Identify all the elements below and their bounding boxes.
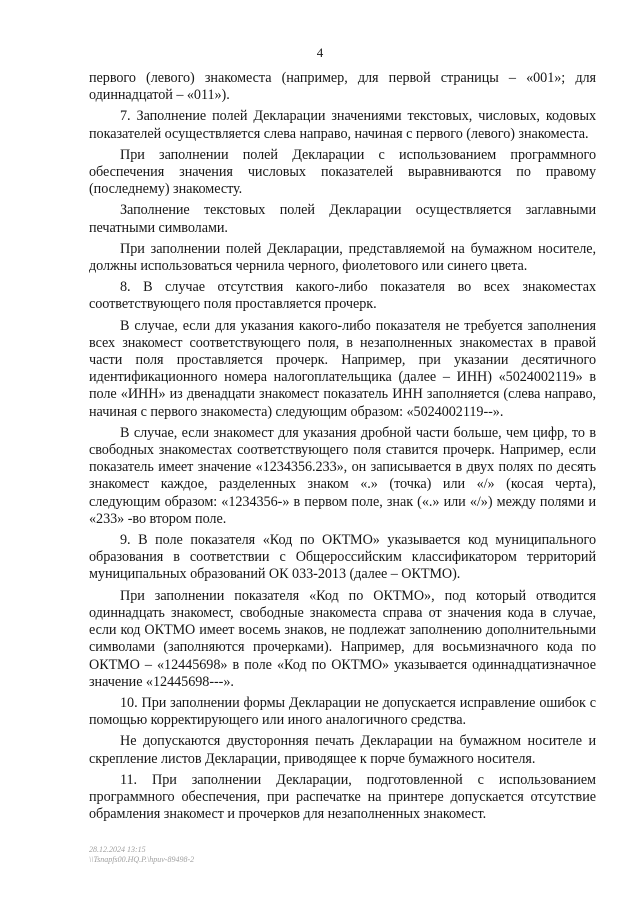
paragraph: При заполнении полей Декларации, представляемой на бумажном носителе, должны использоваться чернила черного, фиолетового или синего цвета. (89, 240, 596, 275)
print-footer (89, 845, 194, 865)
paragraph: первого (левого) знакоместа (например, для первой страницы – «001»; для одиннадцатой – «011»). (89, 70, 596, 104)
paragraph: 8. В случае отсутствия какого-либо показателя во всех знакоместах соответствующего поля проставляется прочерк. (89, 279, 596, 313)
paragraph: При заполнении показателя «Код по ОКТМО», под который отводится одиннадцать знакомест, свободные знакоместа справа от значения кода в случае, если код ОКТМО имеет восемь знаков, не подлежат заполнению дополнительными символами (заполняются прочерками). Например, для восьмизначного кода по ОКТМО – «12445698» в поле «Код по ОКТМО» указывается одиннадцатизначное значение «12445698---». (89, 587, 596, 690)
paragraph: В случае, если для указания какого-либо показателя не требуется заполнения всех знакомест соответствующего поля, в незаполненных знакоместах в правой части поля проставляется прочерк. Например, при указании десятичного идентификационного номера налогоплательщика (далее – ИНН) «5024002119» в поле «ИНН» из двенадцати знакомест показатель ИНН заполняется (слева направо, начиная с первого знакоместа) следующим образом: «5024002119--». (89, 317, 596, 420)
document-body (89, 70, 596, 827)
paragraph: Заполнение текстовых полей Декларации осуществляется заглавными печатными символами. (89, 202, 596, 236)
paragraph: Не допускаются двусторонняя печать Декларации на бумажном носителе и скрепление листов Декларации, приводящее к порче бумажного носителя. (89, 733, 596, 767)
paragraph: В случае, если знакомест для указания дробной части больше, чем цифр, то в свободных знакоместах соответствующего поля ставится прочерк. Например, если показатель имеет значение «1234356.233», он записывается в двух полях по десять знакомест каждое, разделенных знаком «.» (точка) или «/» (косая черта), следующим образом: «1234356-» в первом поле, знак («.» или «/») между полями и «233» -во втором поле. (89, 424, 596, 527)
footer-date: 28.12.2024 13:15 (89, 845, 146, 854)
paragraph: 7. Заполнение полей Декларации значениями текстовых, числовых, кодовых показателей осуществляется слева направо, начиная с первого (левого) знакоместа. (89, 108, 596, 142)
paragraph: 9. В поле показателя «Код по ОКТМО» указывается код муниципального образования в соответствии с Общероссийским классификатором территорий муниципальных образований ОК 033-2013 (далее – ОКТМО). (89, 532, 596, 583)
page-number: 4 (316, 45, 324, 60)
footer-path: \\Tsnapfs00.HQ.P.\hpuv-89498-2 (89, 855, 195, 864)
paragraph: 10. При заполнении формы Декларации не допускается исправление ошибок с помощью корректирующего или иного аналогичного средства. (89, 694, 596, 729)
paragraph: При заполнении полей Декларации с использованием программного обеспечения значения числовых показателей выравниваются по правому (последнему) знакоместу. (89, 146, 596, 198)
paragraph: 11. При заполнении Декларации, подготовленной с использованием программного обеспечения, при распечатке на принтере допускается отсутствие обрамления знакомест и прочерков для незаполненных знакомест. (89, 771, 596, 823)
